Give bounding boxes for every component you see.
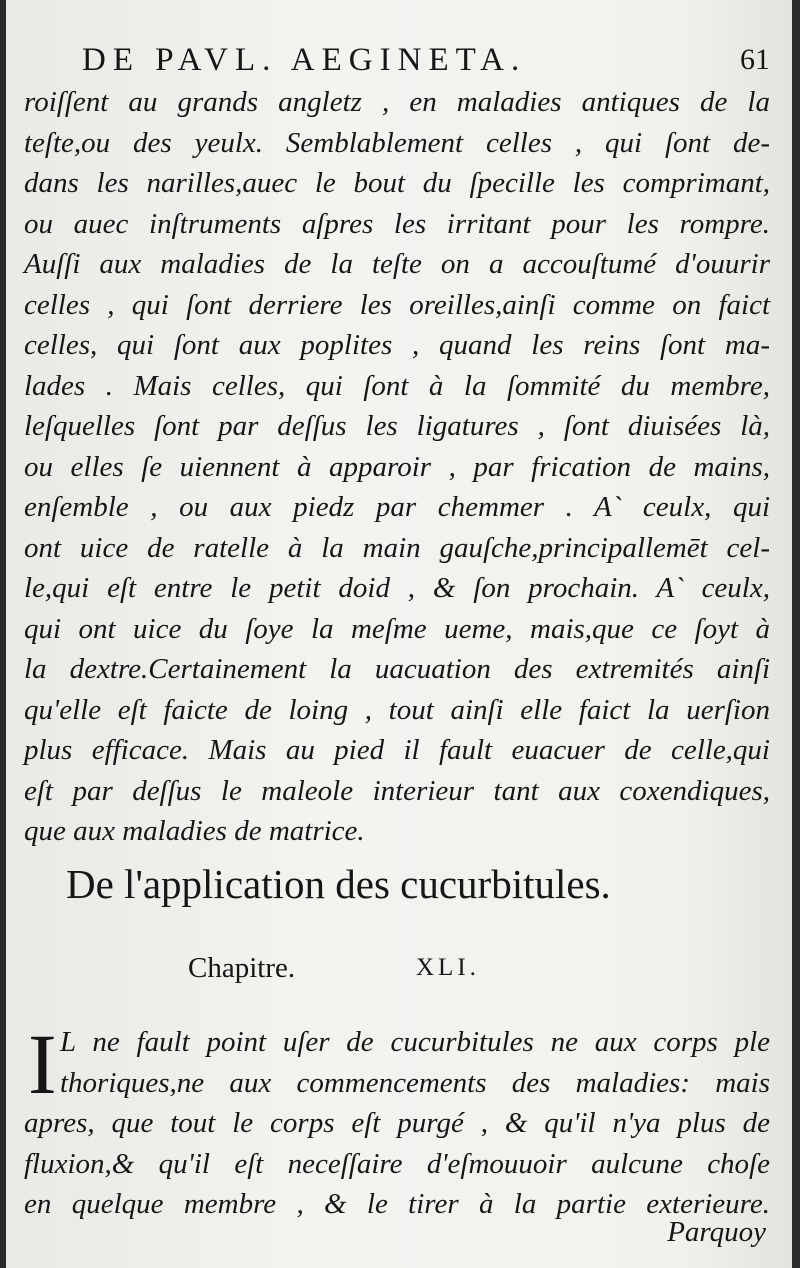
text-line: plus efficace. Mais au pied il fault euacuer de celle,qui [24, 734, 770, 766]
text-line: teſte,ou des yeulx. Semblablement celles , qui ſont de- [24, 126, 770, 159]
chapter-label: Chapitre. [188, 952, 296, 984]
text-line: dans les narilles,auec le bout du ſpecille les comprimant, [24, 167, 770, 199]
text-line: Auſſi aux maladies de la teſte on a accouſtumé d'ouurir [24, 248, 770, 280]
text-line: leſquelles ſont par deſſus les ligatures , ſont diuisées là, [24, 410, 770, 442]
book-page [6, 0, 792, 1268]
text-line: ont uice de ratelle à la main gauſche,principallemēt cel- [24, 531, 770, 564]
running-head [82, 38, 770, 82]
chapter-title: De l'application des cucurbitules. [66, 861, 611, 907]
text-line: enſemble , ou aux piedz par chemmer . A` ceulx, qui [24, 491, 770, 523]
text-line: thoriques,ne aux commencements des maladies: mais [60, 1066, 770, 1099]
text-line: qu'elle eſt faicte de loing , tout ainſi elle faict la uerſion [24, 693, 770, 726]
text-line: lades . Mais celles, qui ſont à la ſommité du membre, [24, 369, 770, 402]
text-line: en quelque membre , & le tirer à la partie exterieure. [24, 1188, 770, 1220]
text-line: qui ont uice du ſoye la meſme ueme, mais,que ce ſoyt à [24, 612, 770, 645]
catchword: Parquoy [667, 1216, 766, 1248]
page-number: 61 [740, 43, 770, 76]
text-line: roiſſent au grands angletz , en maladies antiques de la [24, 86, 770, 118]
text-line: celles, qui ſont aux poplites , quand les reins ſont ma- [24, 329, 770, 361]
running-head-title: DE PAVL. AEGINETA. [82, 42, 527, 78]
paragraph-1 [24, 82, 770, 852]
text-line: la dextre.Certainement la uacuation des extremités ainſi [24, 653, 770, 685]
text-line: apres, que tout le corps eſt purgé , & qu'il n'ya plus de [24, 1107, 770, 1139]
text-line: celles , qui ſont derriere les oreilles,ainſi comme on faict [24, 288, 770, 321]
chapter-heading [188, 946, 668, 990]
text-line: le,qui eſt entre le petit doid , & ſon prochain. A` ceulx, [24, 572, 770, 604]
text-line: eſt par deſſus le maleole interieur tant aux coxendiques, [24, 774, 770, 807]
text-line: L ne fault point uſer de cucurbitules ne aux corps ple [60, 1026, 770, 1058]
text-line: ou auec inſtruments aſpres les irritant pour les rompre. [24, 207, 770, 240]
text-line: ou elles ſe uiennent à apparoir , par frication de mains, [24, 450, 770, 483]
drop-cap-initial: I [28, 1016, 57, 1112]
paragraph-2 [24, 1016, 770, 1225]
text-line: fluxion,& qu'il eſt neceſſaire d'eſmouuoir aulcune choſe [24, 1147, 770, 1180]
chapter-numeral: XLI. [416, 954, 480, 981]
text-line: que aux maladies de matrice. [24, 815, 365, 847]
